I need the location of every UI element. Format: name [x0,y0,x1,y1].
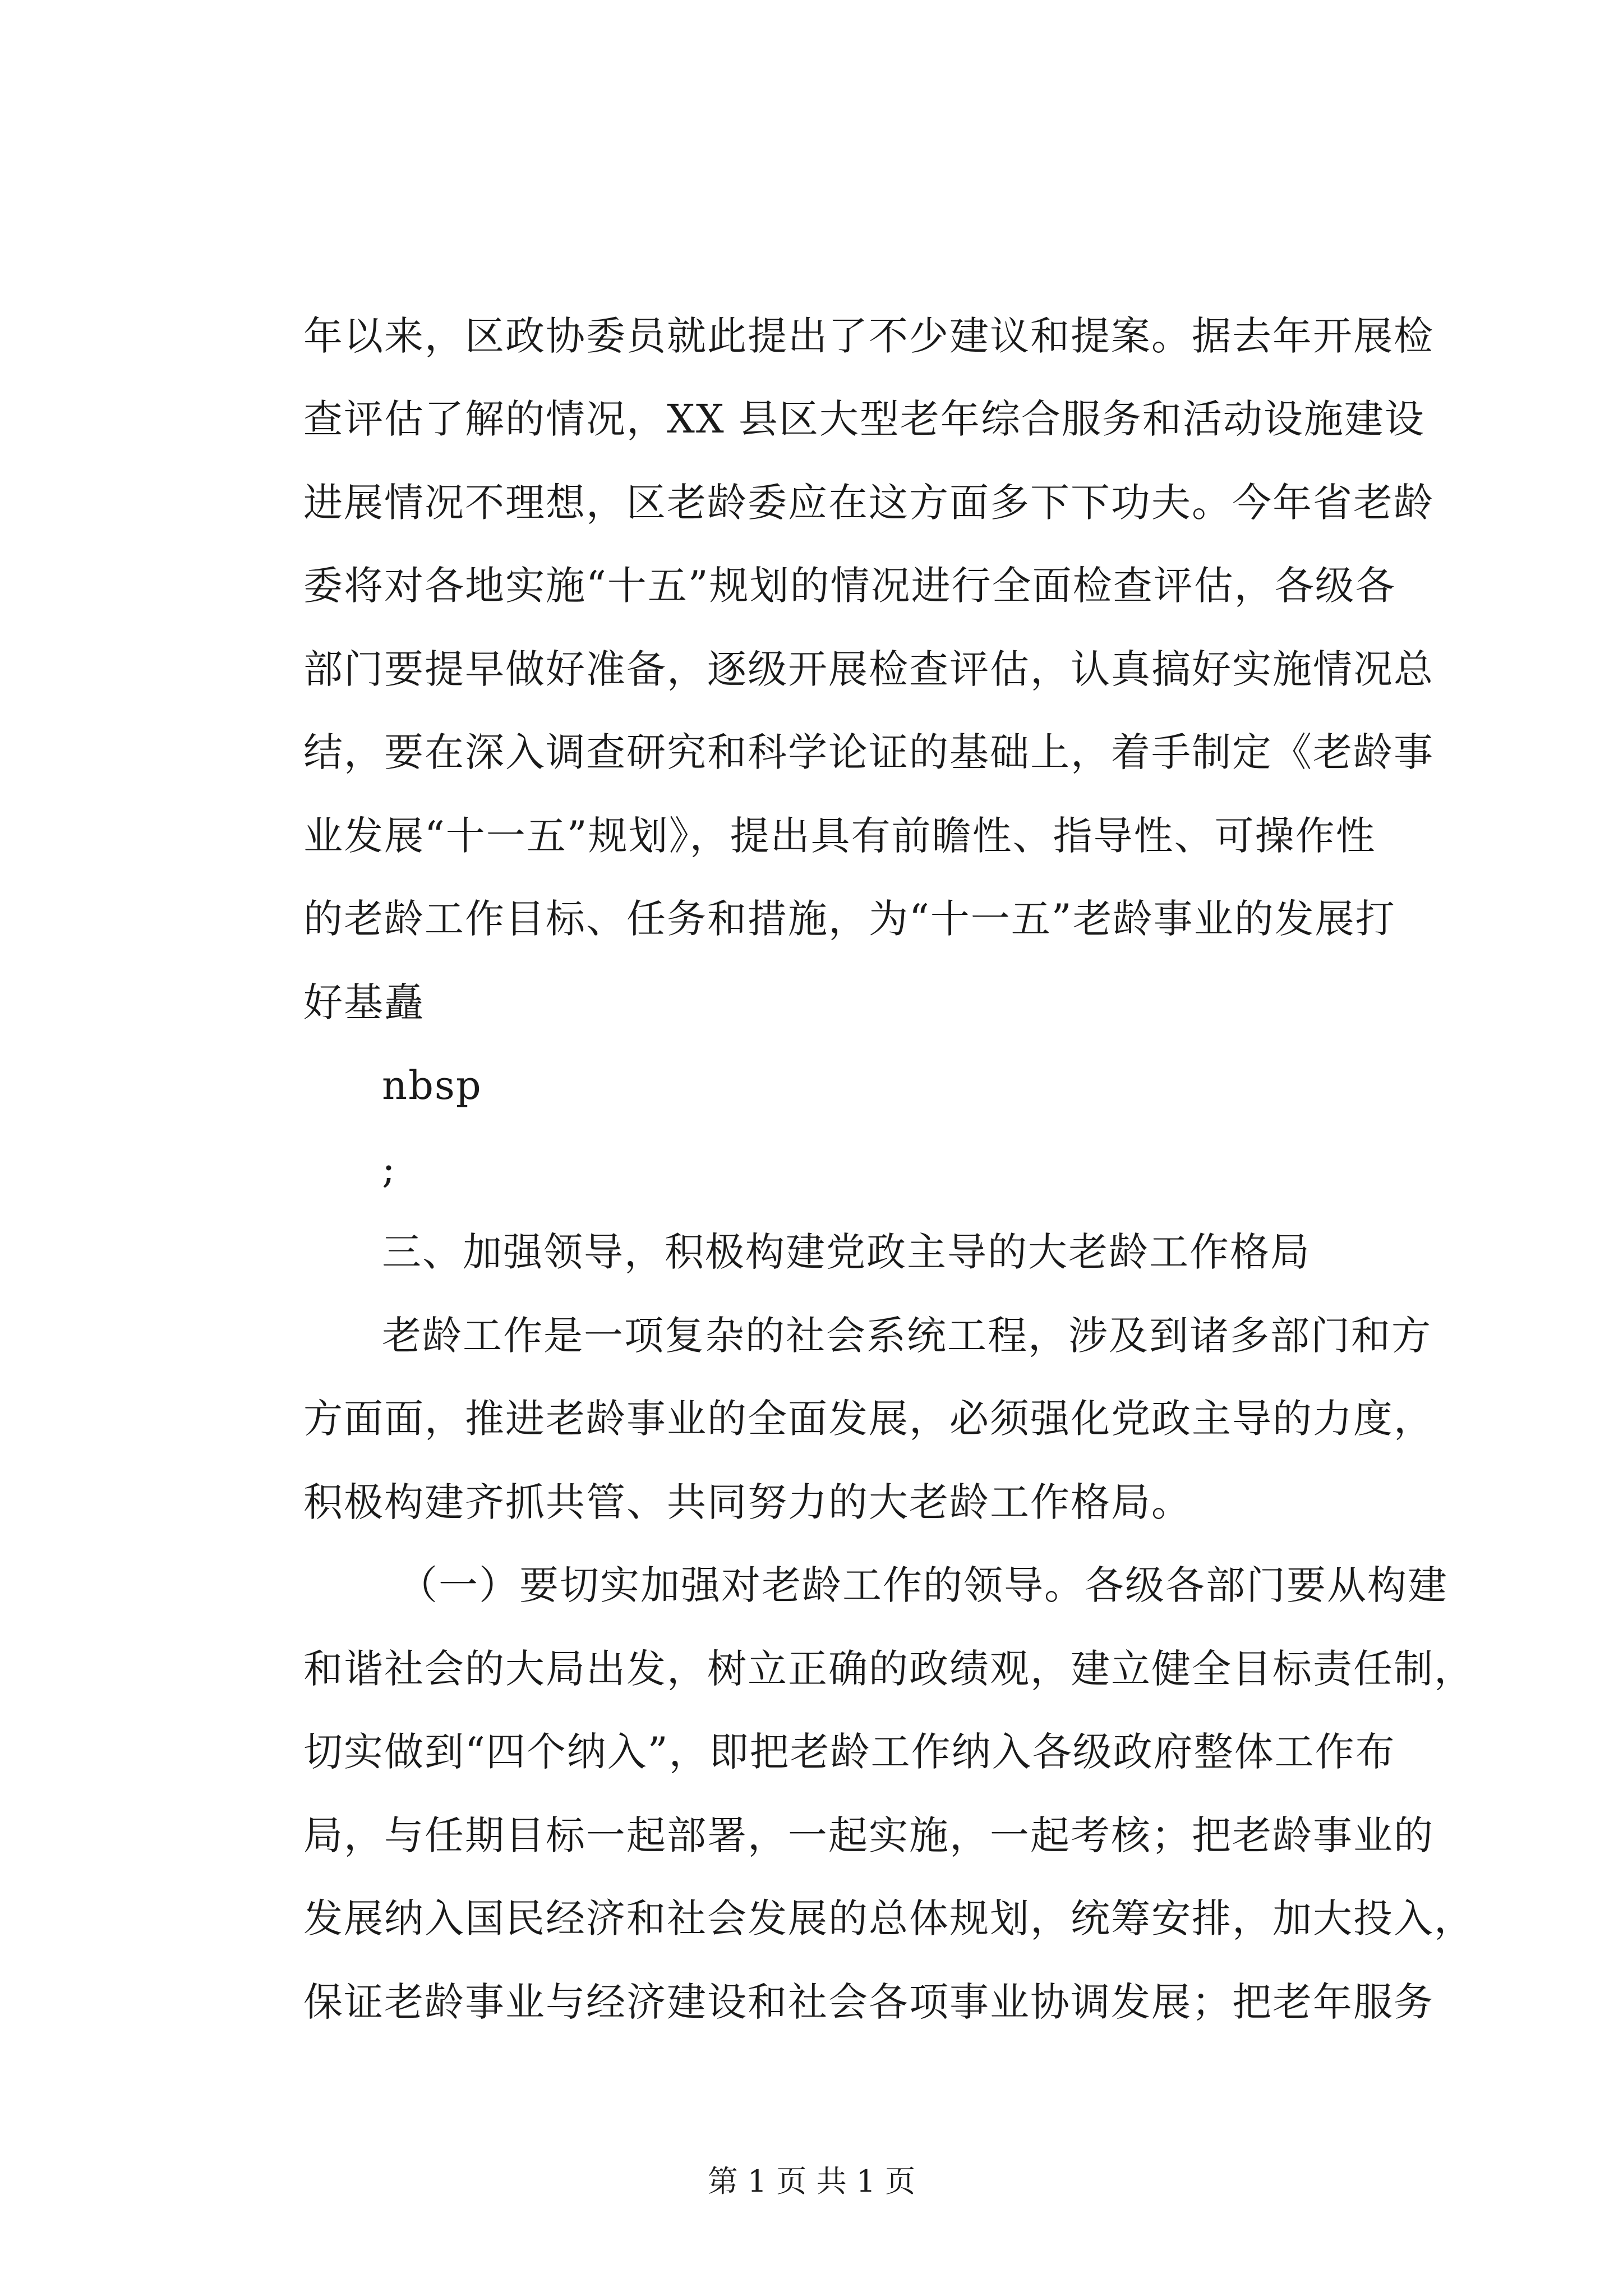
body-line: 老龄工作是一项复杂的社会系统工程，涉及到诸多部门和方 [382,1313,1432,1359]
body-line: 局，与任期目标一起部署，一起实施，一起考核；把老龄事业的 [303,1812,1434,1858]
body-line: 年以来，区政协委员就此提出了不少建议和提案。据去年开展检 [303,313,1434,359]
stray-text-nbsp: nbsp [382,1062,482,1108]
body-line: 业发展“十一五”规划》，提出具有前瞻性、指导性、可操作性 [303,813,1376,859]
page-footer: 第 1 页 共 1 页 [707,2164,916,2199]
body-line: 查评估了解的情况，XX 县区大型老年综合服务和活动设施建设 [303,396,1425,442]
body-line: 保证老龄事业与经济建设和社会各项事业协调发展；把老年服务 [303,1979,1434,2025]
body-line: 发展纳入国民经济和社会发展的总体规划，统筹安排，加大投入， [303,1895,1474,1941]
body-line: 好基矗 [303,979,425,1025]
stray-text-semicolon: ; [382,1146,396,1192]
body-line: 方面面，推进老龄事业的全面发展，必须强化党政主导的力度， [303,1396,1434,1442]
subsection-line: （一）要切实加强对老龄工作的领导。各级各部门要从构建 [398,1562,1448,1608]
body-line: 委将对各地实施“十五”规划的情况进行全面检查评估，各级各 [303,563,1396,609]
body-line: 结，要在深入调查研究和科学论证的基础上，着手制定《老龄事 [303,729,1434,775]
body-line: 切实做到“四个纳入”，即把老龄工作纳入各级政府整体工作布 [303,1729,1396,1775]
body-line: 进展情况不理想，区老龄委应在这方面多下下功夫。今年省老龄 [303,480,1434,526]
body-line: 积极构建齐抓共管、共同努力的大老龄工作格局。 [303,1479,1192,1525]
body-line: 部门要提早做好准备，逐级开展检查评估，认真搞好实施情况总 [303,646,1434,692]
body-line: 和谐社会的大局出发，树立正确的政绩观，建立健全目标责任制， [303,1646,1474,1692]
section-heading: 三、加强领导，积极构建党政主导的大老龄工作格局 [382,1229,1311,1275]
body-line: 的老龄工作目标、任务和措施，为“十一五”老龄事业的发展打 [303,896,1396,942]
